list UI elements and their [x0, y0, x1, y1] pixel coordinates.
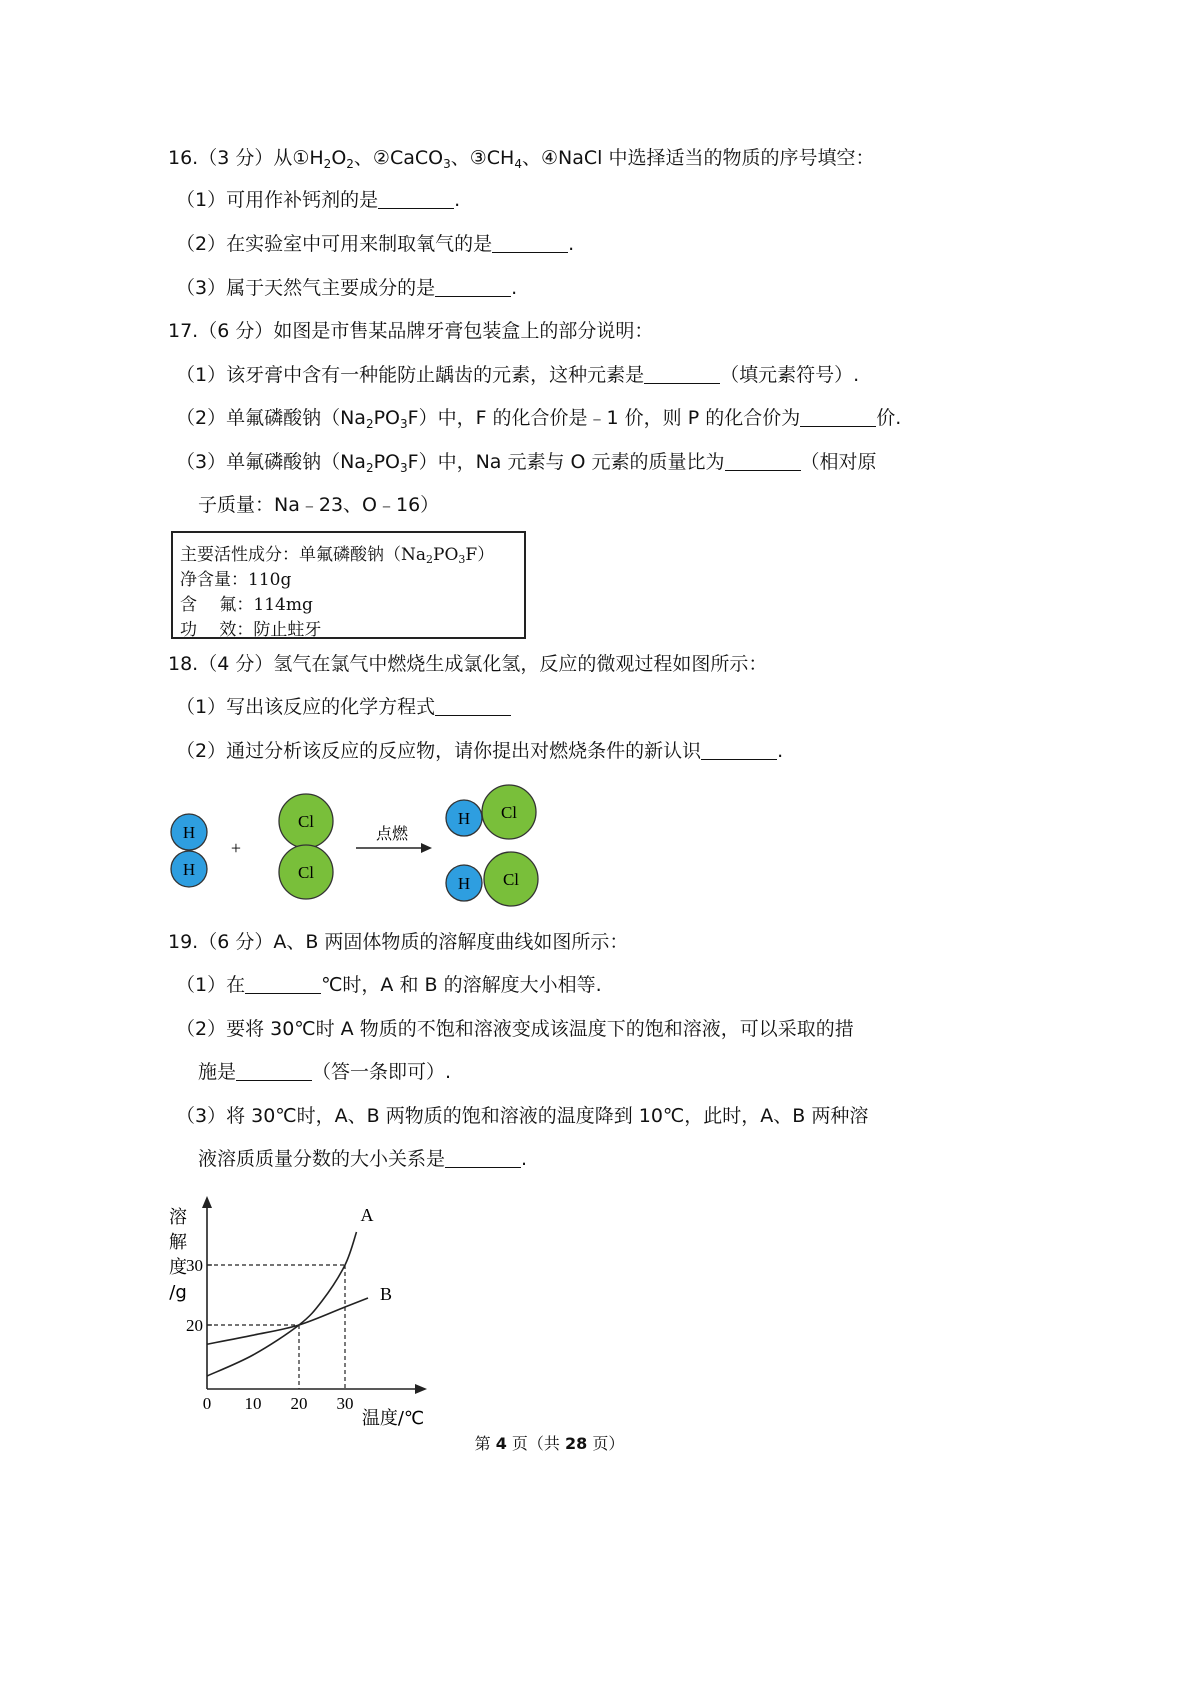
atom-label: Cl — [500, 803, 518, 822]
x-axis-label: 温度/℃ — [361, 1408, 425, 1429]
q17-part1: （1）该牙膏中含有一种能防止龋齿的元素，这种元素是 （填元素符号）. — [176, 364, 860, 386]
atom-label: H — [457, 874, 471, 893]
series-b-label: B — [380, 1284, 393, 1304]
y-tick-label: 30 — [186, 1256, 203, 1275]
q17-stem: 17.（6 分）如图是市售某品牌牙膏包装盒上的部分说明： — [168, 320, 654, 342]
x-tick-label: 20 — [290, 1394, 308, 1413]
page-footer: 第 4 页（共 28 页） — [474, 1434, 625, 1453]
atom-label: Cl — [502, 870, 520, 889]
atom-label: H — [457, 809, 471, 828]
q18-stem: 18.（4 分）氢气在氯气中燃烧生成氯化氢，反应的微观过程如图所示： — [168, 653, 768, 675]
y-tick-label: 20 — [186, 1316, 203, 1335]
label-net-content: 净含量：110g — [180, 570, 292, 590]
label-effect: 功 效：防止蛀牙 — [180, 620, 322, 640]
y-axis-label-char: 度 — [169, 1257, 187, 1278]
label-fluorine: 含 氟：114mg — [180, 595, 313, 615]
q18-part2: （2）通过分析该反应的反应物，请你提出对燃烧条件的新认识 . — [176, 740, 784, 762]
atom-label: H — [182, 823, 196, 842]
q18-part1: （1）写出该反应的化学方程式 — [176, 694, 511, 720]
q19-part2-cont: 施是 （答一条即可）. — [198, 1061, 452, 1083]
series-a-label: A — [360, 1205, 374, 1225]
x-tick-label: 0 — [202, 1394, 212, 1413]
x-tick-label: 10 — [244, 1394, 262, 1413]
y-axis-label-char: 解 — [169, 1232, 187, 1253]
q16-part3: （3）属于天然气主要成分的是 . — [176, 277, 518, 299]
q19-part3-cont: 液溶质质量分数的大小关系是 . — [198, 1148, 528, 1170]
atom-label: Cl — [297, 863, 315, 882]
series-a-curve — [207, 1232, 357, 1376]
y-axis-arrow-icon — [202, 1196, 212, 1208]
q17-part2: （2）单氟磷酸钠$(Na_2PO_3F)$中，F 的化合价是﹣1 价，则 P 的化合价为 价. — [176, 407, 902, 431]
q19-part2: （2）要将 30℃时 A 物质的不饱和溶液变成该温度下的饱和溶液，可以采取的措 — [176, 1018, 854, 1040]
label-ingredient: 主要活性成分：单氟磷酸钠$(Na_2PO_3F)$ — [180, 545, 495, 566]
x-tick-label: 30 — [336, 1394, 354, 1413]
q19-part3: （3）将 30℃时，A、B 两物质的饱和溶液的温度降到 10℃，此时，A、B 两种溶 — [176, 1105, 869, 1127]
q17-part3: （3）单氟磷酸钠$(Na_2PO_3F)$中，Na 元素与 O 元素的质量比为 （相对原 — [176, 451, 877, 475]
q19-stem: 19.（6 分）A、B 两固体物质的溶解度曲线如图所示： — [168, 931, 629, 953]
q16-part1: （1）可用作补钙剂的是 . — [176, 189, 461, 211]
q17-part3-cont: 子质量：Na﹣23、O﹣16） — [198, 494, 440, 516]
reaction-condition: 点燃 — [375, 824, 409, 843]
plus-sign: + — [230, 838, 242, 858]
y-axis-label-char: 溶 — [169, 1207, 187, 1228]
series-b-curve — [207, 1298, 368, 1344]
atom-label: H — [182, 860, 196, 879]
x-axis-arrow-icon — [415, 1384, 427, 1394]
atom-label: Cl — [297, 812, 315, 831]
y-axis-label-char: /g — [169, 1282, 187, 1303]
q16-stem: 16.（3 分）从$①H_2O_2$、②CaCO$_3$、$③CH_4$、④NaCl 中选择适当的物质的序号填空： — [168, 147, 875, 171]
q16-part2: （2）在实验室中可用来制取氧气的是 . — [176, 233, 575, 255]
q19-part1: （1）在 ℃时，A 和 B 的溶解度大小相等. — [176, 974, 602, 996]
